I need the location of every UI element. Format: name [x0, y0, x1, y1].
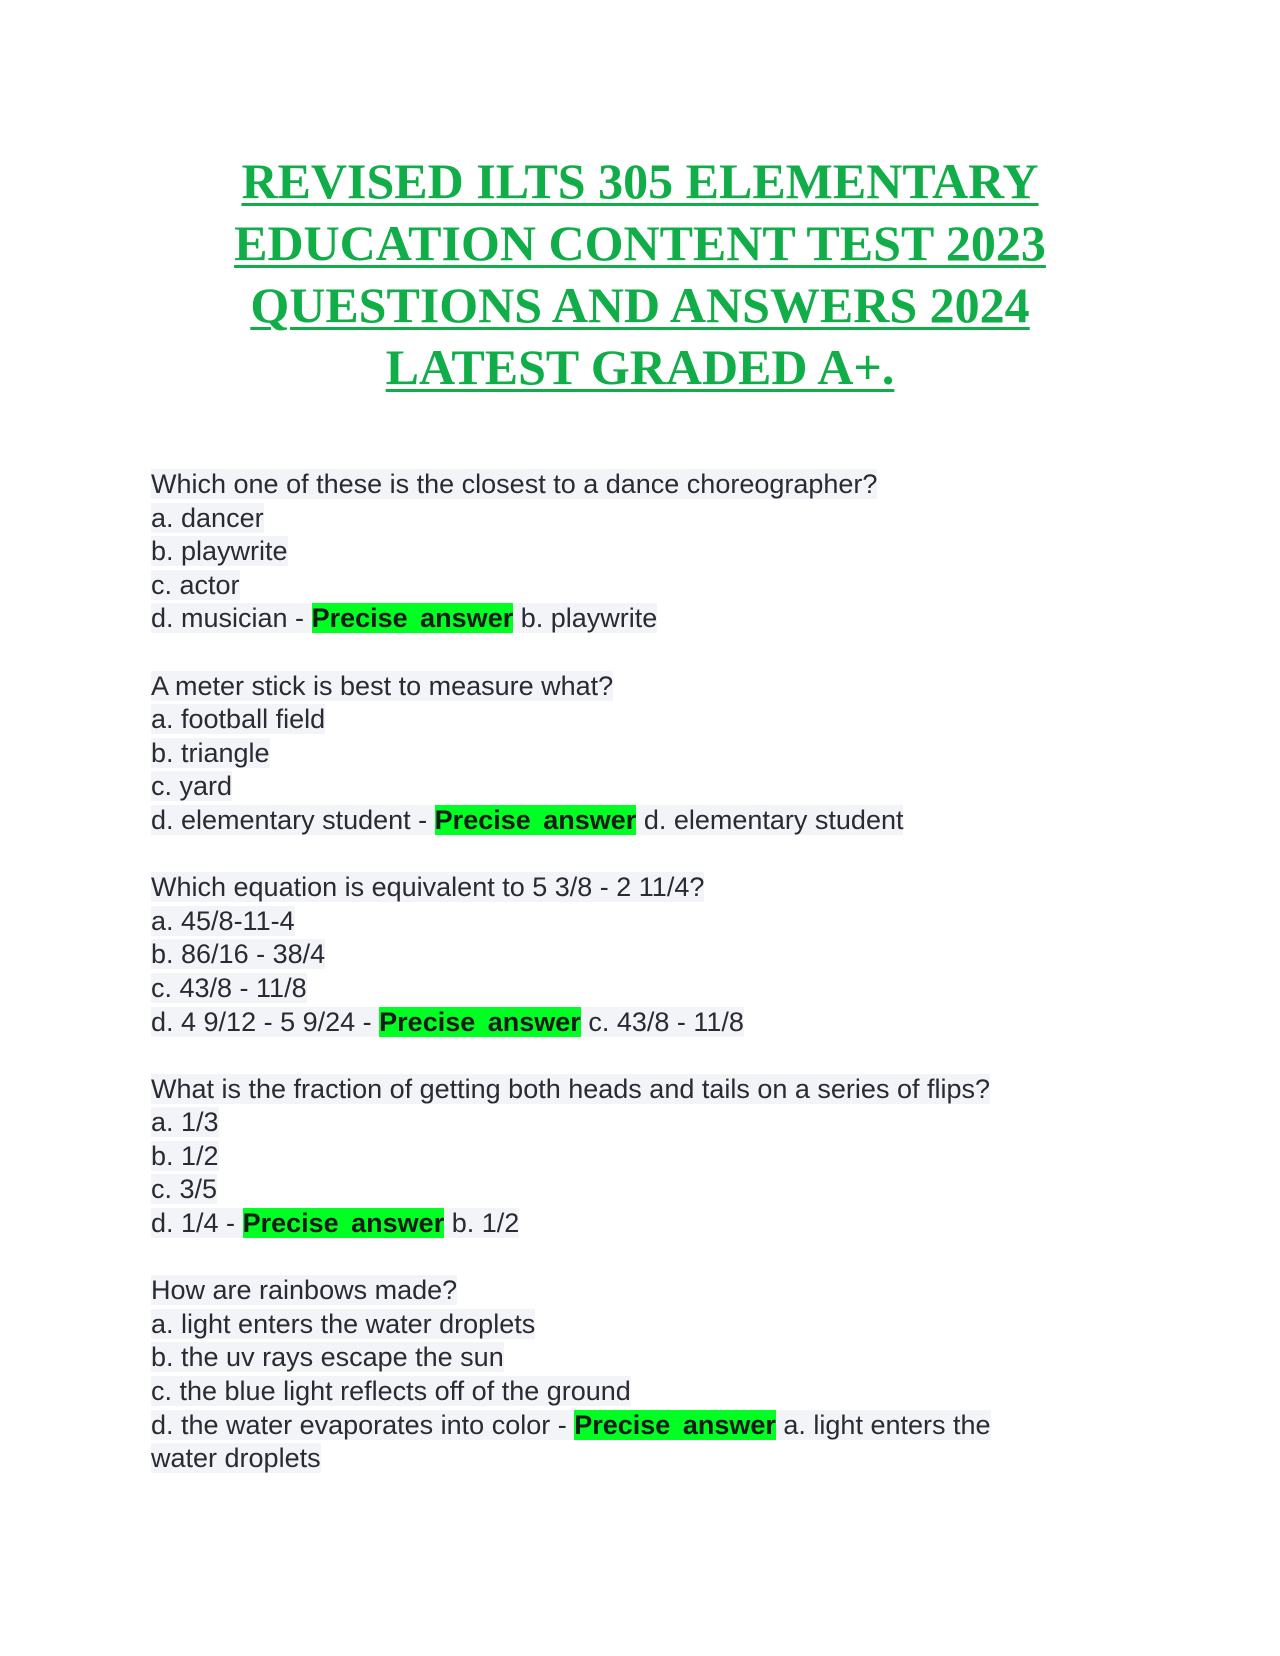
answer-option: c. 43/8 - 11/8 [151, 972, 307, 1003]
question-item [151, 670, 1091, 838]
correct-answer: d. elementary student [643, 804, 904, 835]
title-line: REVISED ILTS 305 ELEMENTARY [241, 153, 1039, 209]
precise-answer-label: Precise answer [434, 804, 637, 835]
answer-option: c. actor [151, 569, 240, 600]
answer-option: b. 1/2 [151, 1140, 219, 1171]
answer-option: b. 86/16 - 38/4 [151, 939, 326, 970]
answer-option-with-key: d. 4 9/12 - 5 9/24 - Precise answer c. 43/8 - 11/8 [151, 1006, 744, 1037]
question-prompt: How are rainbows made? [151, 1275, 458, 1306]
correct-answer: b. 1/2 [451, 1208, 520, 1239]
answer-option: c. 3/5 [151, 1174, 218, 1205]
title-line: EDUCATION CONTENT TEST 2023 [234, 215, 1046, 271]
question-item [151, 468, 1091, 636]
precise-answer-label: Precise answer [574, 1409, 776, 1440]
answer-option: b. triangle [151, 737, 270, 768]
precise-answer-label: Precise answer [311, 603, 514, 634]
question-item [151, 871, 1091, 1039]
answer-option: a. dancer [151, 502, 264, 533]
answer-option-with-key: d. elementary student - Precise answer d. elementary student [151, 804, 904, 835]
correct-answer: a. light enters the [783, 1409, 991, 1440]
answer-option: c. yard [151, 771, 233, 802]
precise-answer-label: Precise answer [379, 1006, 581, 1037]
title-line: QUESTIONS AND ANSWERS 2024 [250, 277, 1030, 333]
answer-option-with-key: d. the water evaporates into color - Precise answer a. light enters the [151, 1409, 991, 1440]
question-list [151, 468, 1091, 1509]
answer-option: a. light enters the water droplets [151, 1308, 536, 1339]
question-item [151, 1073, 1091, 1241]
answer-option: a. 45/8-11-4 [151, 905, 295, 936]
answer-option-with-key: d. musician - Precise answer b. playwrite [151, 603, 658, 634]
precise-answer-label: Precise answer [242, 1208, 445, 1239]
correct-answer: c. 43/8 - 11/8 [588, 1006, 744, 1037]
title-line: LATEST GRADED A+. [385, 339, 895, 395]
answer-option: c. the blue light reflects off of the ground [151, 1376, 631, 1407]
answer-option: b. playwrite [151, 536, 288, 567]
answer-option: a. football field [151, 704, 326, 735]
correct-answer-continued: water droplets [151, 1443, 321, 1474]
correct-answer: b. playwrite [520, 603, 658, 634]
answer-option: b. the uv rays escape the sun [151, 1342, 504, 1373]
answer-option-with-key: d. 1/4 - Precise answer b. 1/2 [151, 1208, 520, 1239]
question-prompt: Which one of these is the closest to a dance choreographer? [151, 469, 878, 499]
question-prompt: A meter stick is best to measure what? [151, 670, 614, 701]
question-prompt: What is the fraction of getting both heads and tails on a series of flips? [151, 1073, 990, 1104]
question-item [151, 1274, 1091, 1476]
question-prompt: Which equation is equivalent to 5 3/8 - 2 11/4? [151, 872, 705, 903]
document-title [150, 150, 1130, 398]
answer-option: a. 1/3 [151, 1107, 219, 1138]
